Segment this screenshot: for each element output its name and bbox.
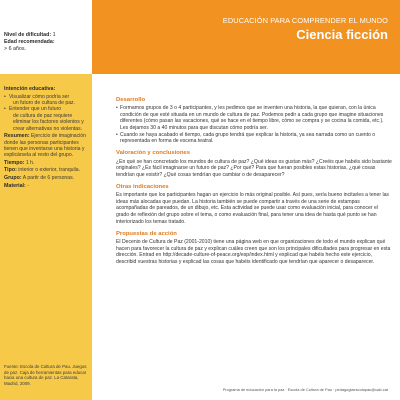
- source-note: Fuente: Escola de Cultura de Pau. Juegos de paz. Caja de herramientas para educar hacia una cultura de paz. La Catarata, Madrid, 2009.: [4, 364, 87, 386]
- intent-item-rest: de cultura de paz requiere eliminar los factores violentos y crear alternativas no violentas.: [13, 112, 84, 132]
- material-value: -: [27, 182, 29, 189]
- section-propuestas: [116, 231, 392, 266]
- section-title: Propuestas de acción: [116, 230, 177, 237]
- header-kicker: EDUCACIÓN PARA COMPRENDER EL MUNDO: [222, 16, 388, 25]
- page-title: Ciencia ficción: [296, 27, 388, 42]
- section-text: ¿En qué se han concretado los mundos de cultura de paz? ¿Qué ideas os gustan más? ¿Creéis que habéis sido bastante originales? ¿Es fácil imaginarse un futuro de paz? ¿Por qué? Para que fueran posibles estas historias, ¿qué cosas tendrían que existir? ¿Qué cosas tendrían que cambiar o de desaparecer?: [116, 158, 392, 178]
- time-field: [4, 160, 90, 167]
- intent-item-first: Visualizar cómo podría ser: [9, 93, 70, 100]
- desarrollo-item: • Formamos grupos de 3 o 4 participantes, y les pedimos que se inventen una historia, la que quieran, con la única condición de que esté situada en un mundo de cultura de paz. Podemos pedir a cada grupo que imagine situaciones diferentes (cómo pasan las vacaciones, qué se hace en el tiempo libre, cómo se compra y se cocina la comida, etc.). Les dejamos 30 a 40 minutos para que discutan cómo podría ser.: [116, 105, 392, 131]
- intent-item: [4, 106, 90, 132]
- type-field: [4, 167, 90, 174]
- sidebar-details: [4, 86, 90, 190]
- intent-list: [4, 94, 90, 132]
- sidebar: [0, 0, 92, 400]
- intent-item: [4, 94, 90, 107]
- group-label: Grupo:: [4, 175, 22, 182]
- type-label: Tipo:: [4, 167, 17, 174]
- section-text: Es importante que los participantes hagan un ejercicio lo más original posible. Así pues, sería bueno incitarles a tener las ideas más alocadas que puedan. La historia también se puede compartir a través de una serie de estampas acompañadas de pareados, de un dibujo, etc. Esta actividad se puede usar como evaluación inicial, para conocer el grado de reflexión del grupo sobre el tema, o como evaluación final, para tener una idea de hasta qué punto se han interiorizado los temas tratado.: [116, 192, 389, 225]
- material-field: [4, 183, 90, 190]
- desarrollo-item: • Cuando se haya acabado el tiempo, cada grupo tendrá que explicar la historia, ya sea narrada como un cuento o representada en forma de escena teatral.: [116, 132, 392, 145]
- section-valoracion: [116, 150, 392, 178]
- intent-heading: Intención educativa:: [4, 86, 56, 92]
- age-value: > 6 años.: [4, 46, 26, 52]
- section-text: El Decenio de Cultura de Paz (2001-2010) tiene una página web en que organizaciones de todo el mundo explican qué hacen para favorecer la cultura de paz y explican cuáles creen que son los principales dificultades para progresar en esta dirección. Entrad en http://decade-culture-of-peace.org/esp/index.html y explicad que habéis hecho este ejercicio, describid vuestras historias y explicad las cosas que habéis identificado que tendrían que aparecer o desaparecer.: [116, 238, 391, 265]
- difficulty-row: [4, 32, 92, 39]
- time-label: Tiempo:: [4, 159, 25, 166]
- difficulty-label: Nivel de dificultad:: [4, 32, 52, 38]
- group-field: [4, 175, 90, 182]
- section-otras: [116, 184, 392, 225]
- section-title: Valoración y conclusiones: [116, 150, 190, 157]
- intent-item-rest: un futuro de cultura de paz.: [13, 100, 76, 106]
- main-content: [116, 97, 392, 271]
- summary-label: Resumen:: [4, 133, 30, 140]
- time-value: 1 h.: [25, 159, 35, 166]
- section-title: Desarrollo: [116, 97, 146, 103]
- type-value: interior o exterior, tranquila.: [18, 167, 81, 174]
- page-footer: Programa de educación para la paz · Escola de Cultura de Pau · pedagogiaescolapau@uab.cat: [222, 387, 388, 392]
- material-label: Material:: [4, 182, 26, 189]
- age-label: Edad recomendada:: [4, 39, 55, 45]
- summary-text: Ejercicio de imaginación donde las personas participantes tienen que inventarse una historia y explicársela al resto del grupo.: [4, 133, 86, 159]
- summary-field: [4, 133, 90, 159]
- intent-item-first: Entender que un futuro: [9, 106, 62, 113]
- group-value: A partir de 6 personas.: [22, 175, 75, 182]
- header-band: [92, 0, 400, 74]
- desarrollo-list: [116, 105, 392, 145]
- sidebar-meta: [0, 0, 92, 74]
- section-title: Otras indicaciones: [116, 183, 169, 190]
- difficulty-value: 1: [52, 32, 56, 38]
- section-desarrollo: [116, 97, 392, 145]
